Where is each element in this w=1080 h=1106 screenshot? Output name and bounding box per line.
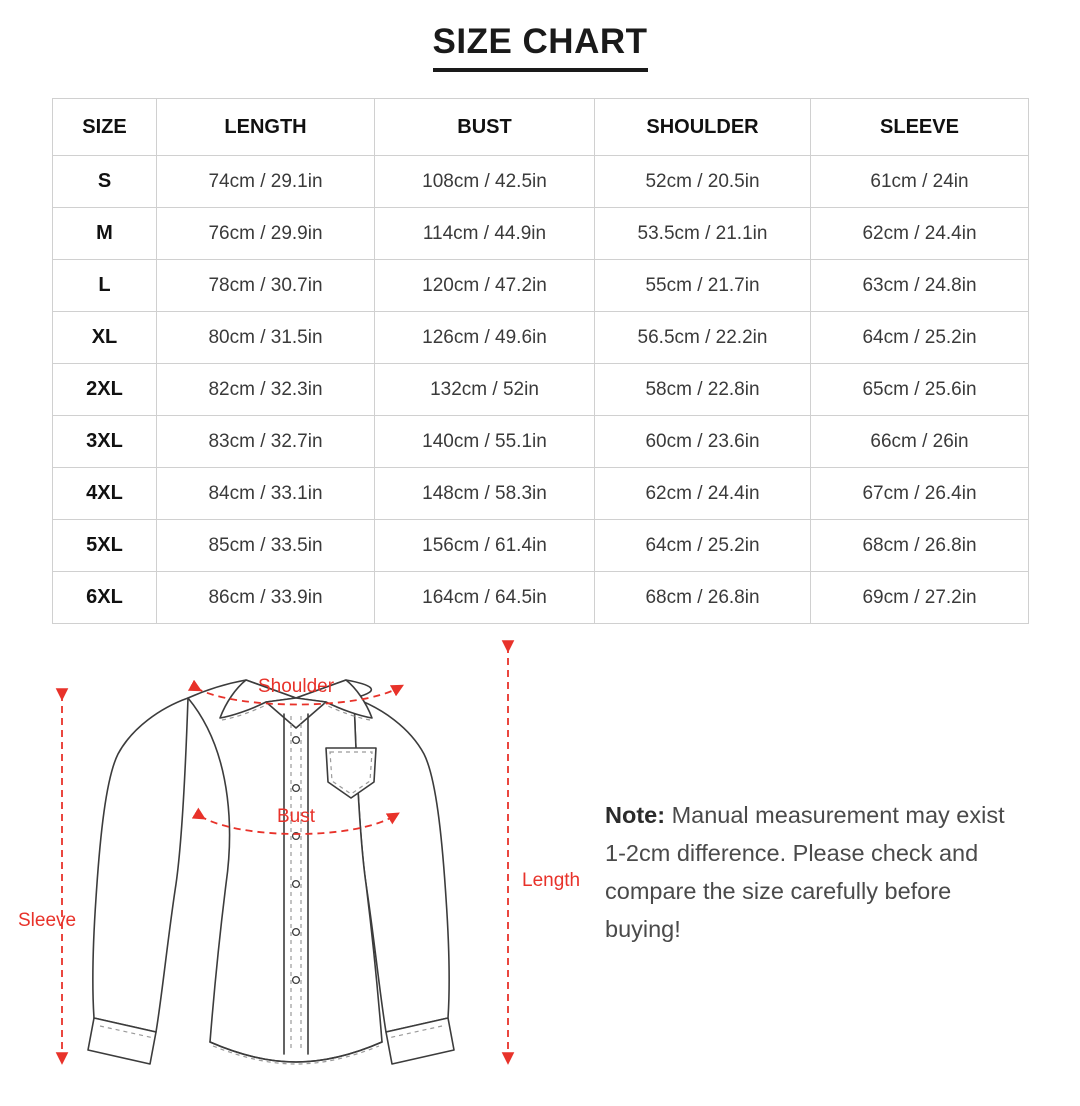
cell-size: 3XL	[53, 416, 157, 468]
cell-length: 86cm / 33.9in	[157, 572, 375, 624]
cell-size: S	[53, 156, 157, 208]
cell-length: 76cm / 29.9in	[157, 208, 375, 260]
column-header-size: SIZE	[53, 99, 157, 156]
cell-bust: 132cm / 52in	[375, 364, 595, 416]
table-row	[53, 520, 1029, 572]
cell-length: 82cm / 32.3in	[157, 364, 375, 416]
cell-length: 80cm / 31.5in	[157, 312, 375, 364]
note-text	[605, 796, 1030, 948]
cell-shoulder: 60cm / 23.6in	[595, 416, 811, 468]
cell-sleeve: 65cm / 25.6in	[811, 364, 1029, 416]
cell-sleeve: 66cm / 26in	[811, 416, 1029, 468]
table-row	[53, 572, 1029, 624]
cell-size: XL	[53, 312, 157, 364]
cell-length: 74cm / 29.1in	[157, 156, 375, 208]
cell-bust: 156cm / 61.4in	[375, 520, 595, 572]
cell-length: 78cm / 30.7in	[157, 260, 375, 312]
size-chart-table	[52, 98, 1029, 624]
table-row	[53, 468, 1029, 520]
cell-size: 6XL	[53, 572, 157, 624]
bust-label: Bust	[276, 806, 316, 827]
column-header-bust: BUST	[375, 99, 595, 156]
note-body: Manual measurement may exist 1-2cm difference. Please check and compare the size carefully before buying!	[605, 802, 1005, 943]
cell-shoulder: 55cm / 21.7in	[595, 260, 811, 312]
cell-sleeve: 61cm / 24in	[811, 156, 1029, 208]
cell-sleeve: 67cm / 26.4in	[811, 468, 1029, 520]
cell-shoulder: 56.5cm / 22.2in	[595, 312, 811, 364]
table-row	[53, 364, 1029, 416]
length-label: Length	[522, 870, 580, 891]
cell-shoulder: 53.5cm / 21.1in	[595, 208, 811, 260]
measurement-diagram-section	[0, 636, 1080, 1106]
cell-bust: 120cm / 47.2in	[375, 260, 595, 312]
page-title: SIZE CHART	[433, 22, 648, 72]
cell-sleeve: 64cm / 25.2in	[811, 312, 1029, 364]
column-header-shoulder: SHOULDER	[595, 99, 811, 156]
cell-shoulder: 64cm / 25.2in	[595, 520, 811, 572]
cell-size: M	[53, 208, 157, 260]
column-header-length: LENGTH	[157, 99, 375, 156]
cell-bust: 148cm / 58.3in	[375, 468, 595, 520]
table-row	[53, 260, 1029, 312]
table-row	[53, 312, 1029, 364]
shoulder-label: Shoulder	[257, 676, 335, 697]
cell-size: 5XL	[53, 520, 157, 572]
note-prefix: Note:	[605, 802, 666, 828]
table-row	[53, 416, 1029, 468]
page-title-container	[0, 0, 1080, 72]
cell-shoulder: 68cm / 26.8in	[595, 572, 811, 624]
cell-length: 83cm / 32.7in	[157, 416, 375, 468]
cell-size: 2XL	[53, 364, 157, 416]
cell-bust: 126cm / 49.6in	[375, 312, 595, 364]
cell-length: 85cm / 33.5in	[157, 520, 375, 572]
shirt-illustration	[10, 636, 580, 1106]
column-header-sleeve: SLEEVE	[811, 99, 1029, 156]
cell-shoulder: 52cm / 20.5in	[595, 156, 811, 208]
cell-bust: 140cm / 55.1in	[375, 416, 595, 468]
cell-bust: 108cm / 42.5in	[375, 156, 595, 208]
cell-sleeve: 63cm / 24.8in	[811, 260, 1029, 312]
sleeve-label: Sleeve	[18, 910, 77, 931]
cell-sleeve: 62cm / 24.4in	[811, 208, 1029, 260]
table-row	[53, 208, 1029, 260]
cell-sleeve: 69cm / 27.2in	[811, 572, 1029, 624]
cell-sleeve: 68cm / 26.8in	[811, 520, 1029, 572]
cell-bust: 164cm / 64.5in	[375, 572, 595, 624]
cell-length: 84cm / 33.1in	[157, 468, 375, 520]
size-table-container	[52, 98, 1028, 624]
cell-size: 4XL	[53, 468, 157, 520]
cell-bust: 114cm / 44.9in	[375, 208, 595, 260]
cell-shoulder: 58cm / 22.8in	[595, 364, 811, 416]
table-row	[53, 156, 1029, 208]
table-header-row	[53, 99, 1029, 156]
cell-size: L	[53, 260, 157, 312]
cell-shoulder: 62cm / 24.4in	[595, 468, 811, 520]
